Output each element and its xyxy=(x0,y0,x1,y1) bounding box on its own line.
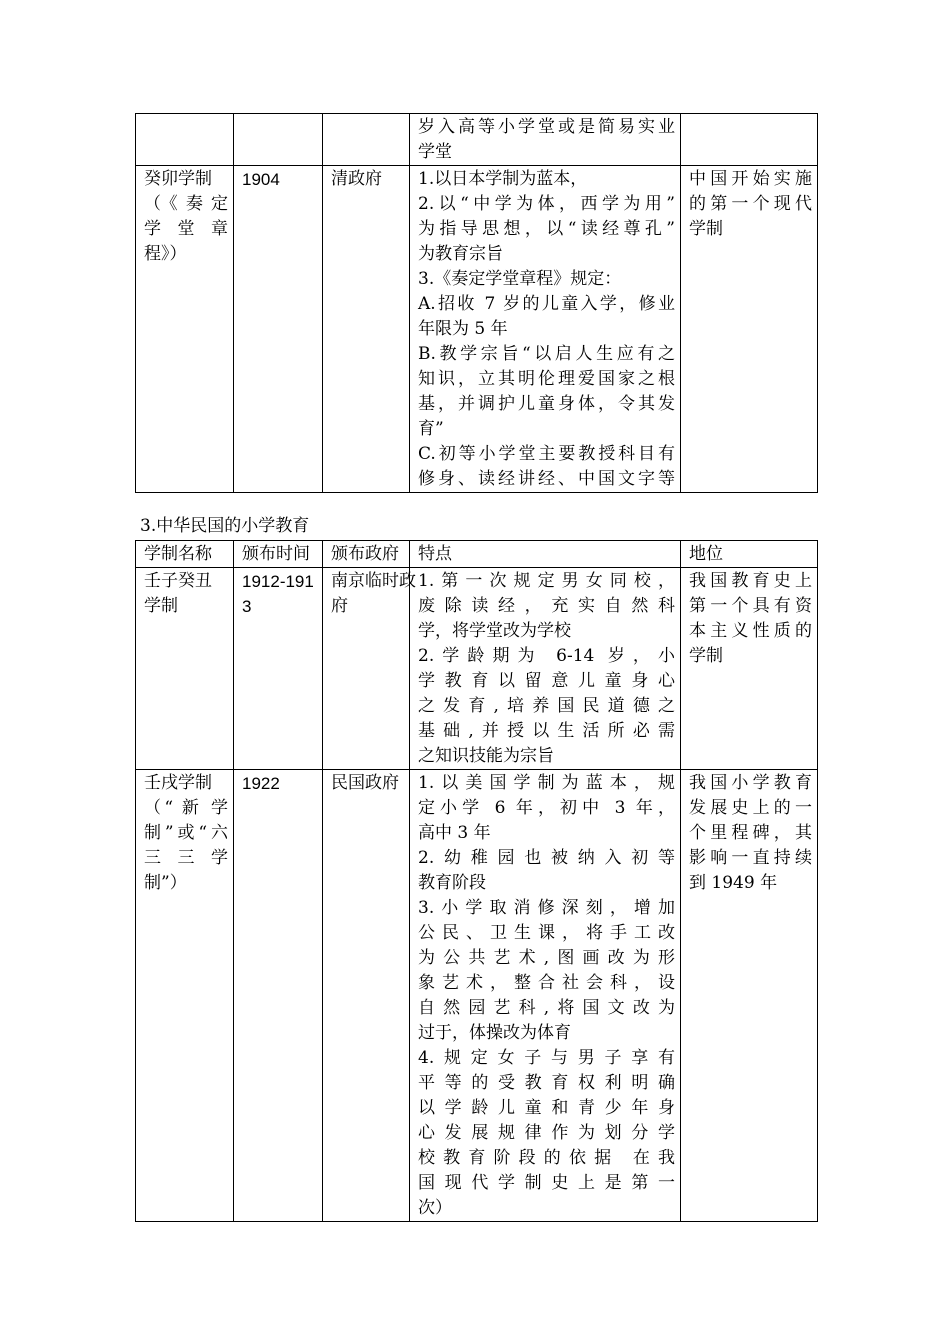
text-line: 高中 3 年 xyxy=(418,823,491,843)
text-line: 定小学 6 年，初中 3 年， xyxy=(418,798,675,818)
government-cell xyxy=(323,568,416,770)
qing-school-system-table xyxy=(135,113,818,493)
text-line: 废除读经，充实自然科 xyxy=(418,596,675,616)
text-line: 学堂 xyxy=(418,142,452,162)
text-line: 民国政府 xyxy=(331,773,399,793)
text-line: 为教育宗旨 xyxy=(418,244,503,264)
text-line: 中国开始实施 xyxy=(689,169,812,189)
table-cell xyxy=(681,114,818,166)
text-line: 3.小学取消修深刻，增加 xyxy=(418,898,675,918)
status-cell xyxy=(681,770,818,1222)
status-cell xyxy=(681,166,818,493)
status-cell xyxy=(681,568,818,770)
text-line: 1.以美国学制为蓝本，规 xyxy=(418,773,675,793)
text-line: B.教学宗旨“以启人生应有之 xyxy=(418,344,675,364)
text-line: A.招收 7 岁的儿童入学，修业 xyxy=(418,294,675,314)
text-line: 个里程碑，其 xyxy=(689,823,812,843)
text-line: 为公共艺术,图画改为形 xyxy=(418,948,675,968)
header-status: 地位 xyxy=(681,541,818,568)
text-line: 3.《奏定学堂章程》规定： xyxy=(418,269,622,289)
text-line: 学制 xyxy=(689,219,723,239)
text-line: 以学龄儿童和青少年身 xyxy=(418,1098,675,1118)
text-line: 学教育以留意儿童身心 xyxy=(418,671,675,691)
text-line: 基，并调护儿童身体，令其发 xyxy=(418,394,675,414)
text-line: 象艺术，整合社会科，设 xyxy=(418,973,675,993)
header-features: 特点 xyxy=(410,541,681,568)
government-cell xyxy=(323,770,410,1222)
table-row xyxy=(136,166,818,493)
text-line: 2.幼稚园也被纳入初等 xyxy=(418,848,675,868)
features-cell xyxy=(410,568,681,770)
text-line: 修身、读经讲经、中国文字等 xyxy=(418,469,675,489)
system-name-cell xyxy=(136,770,234,1222)
text-line: 2.以“中学为体，西学为用” xyxy=(418,194,675,214)
text-line: 我国教育史上 xyxy=(689,571,812,591)
features-cell xyxy=(410,770,681,1222)
text-line: 1.以日本学制为蓝本， xyxy=(418,169,588,189)
text-line: （《奏定 xyxy=(144,194,228,214)
text-line: 为指导思想，以“读经尊孔” xyxy=(418,219,675,239)
text-line: 第一个具有资 xyxy=(689,596,812,616)
text-line: 之知识技能为宗旨 xyxy=(418,746,554,766)
header-year: 颁布时间 xyxy=(234,541,323,568)
text-line: 的第一个现代 xyxy=(689,194,812,214)
text-line: 4.规定女子与男子享有 xyxy=(418,1048,675,1068)
text-line: 年限为 5 年 xyxy=(418,319,508,339)
text-line: 三 三 学 xyxy=(144,848,228,868)
text-line: 1922 xyxy=(242,774,280,793)
year-cell xyxy=(234,568,323,770)
text-line: 次） xyxy=(418,1198,452,1218)
year-cell: 1904 xyxy=(234,166,323,493)
text-line: 育” xyxy=(418,419,444,439)
text-line: 学 堂 章 xyxy=(144,219,228,239)
features-cell xyxy=(410,166,681,493)
system-name-cell xyxy=(136,568,234,770)
text-line: 过于，体操改为体育 xyxy=(418,1023,571,1043)
table-cell xyxy=(323,114,410,166)
text-line: 发展史上的一 xyxy=(689,798,812,818)
text-line: 本主义性质的 xyxy=(689,621,812,641)
text-line: 3 xyxy=(242,597,252,616)
features-cell xyxy=(410,114,681,166)
text-line: 制”或“六 xyxy=(144,823,228,843)
header-name: 学制名称 xyxy=(136,541,234,568)
text-line: 府 xyxy=(331,596,348,616)
text-line: 壬戌学制 xyxy=(144,773,212,793)
text-line: 学，将学堂改为学校 xyxy=(418,621,571,641)
text-line: 之发育,培养国民道德之 xyxy=(418,696,675,716)
text-line: C.初等小学堂主要教授科目有 xyxy=(418,444,675,464)
text-line: 学制 xyxy=(689,646,723,666)
text-line: 影响一直持续 xyxy=(689,848,812,868)
text-line: 教育阶段 xyxy=(418,873,486,893)
republic-school-system-table xyxy=(135,540,818,1222)
system-name-cell xyxy=(136,166,234,493)
government-cell: 清政府 xyxy=(323,166,410,493)
text-line: 癸卯学制 xyxy=(144,169,212,189)
text-line: 2.学龄期为 6-14 岁，小 xyxy=(418,646,675,666)
text-line: 南京临时政 xyxy=(331,571,416,591)
text-line: 到 1949 年 xyxy=(689,873,778,893)
text-line: 公民、卫生课，将手工改 xyxy=(418,923,675,943)
text-line: 心发展规律作为划分学 xyxy=(418,1123,675,1143)
text-line: 基础,并授以生活所必需 xyxy=(418,721,675,741)
table-cell xyxy=(234,114,323,166)
text-line: 知识，立其明伦理爱国家之根 xyxy=(418,369,675,389)
text-line: （“ 新 学 xyxy=(144,798,228,818)
text-line: 制”） xyxy=(144,873,187,893)
text-line: 壬子癸丑 xyxy=(144,571,212,591)
table-row xyxy=(136,770,818,1222)
table-row xyxy=(136,114,818,166)
text-line: 国现代学制史上是第一 xyxy=(418,1173,675,1193)
year-cell xyxy=(234,770,323,1222)
text-line: 自然园艺科,将国文改为 xyxy=(418,998,675,1018)
text-line: 岁入高等小学堂或是简易实业 xyxy=(418,117,675,137)
text-line: 我国小学教育 xyxy=(689,773,812,793)
text-line: 程》） xyxy=(144,244,187,264)
text-line: 学制 xyxy=(144,596,178,616)
text-line: 1.第一次规定男女同校， xyxy=(418,571,675,591)
header-government: 颁布政府 xyxy=(323,541,410,568)
table-row xyxy=(136,568,818,770)
table-header-row xyxy=(136,541,818,568)
text-line: 1912-191 xyxy=(242,572,314,591)
text-line: 平等的受教育权利明确 xyxy=(418,1073,675,1093)
table-cell xyxy=(136,114,234,166)
text-line: 校教育阶段的依据 在我 xyxy=(418,1148,675,1168)
section-title: 3.中华民国的小学教育 xyxy=(140,516,310,536)
